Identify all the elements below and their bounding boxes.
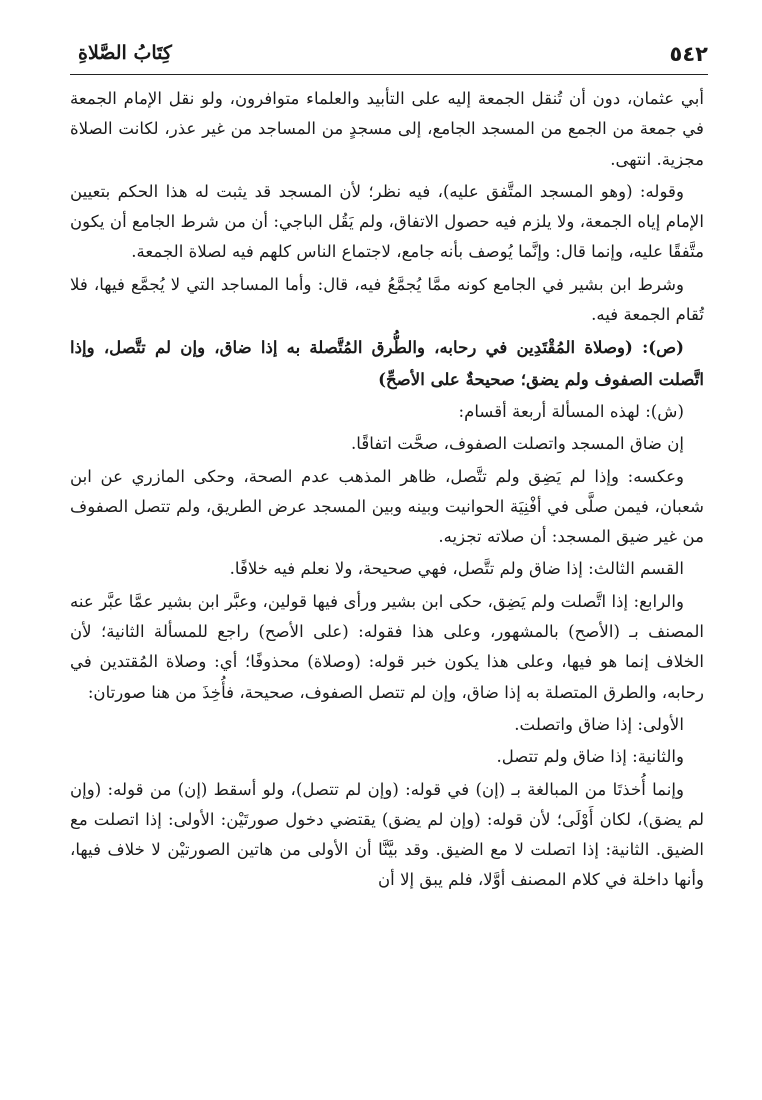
matn-paragraph <box>70 332 704 395</box>
paragraph-6: إن ضاق المسجد واتصلت الصفوف، صحَّت اتفاقًا. <box>351 434 684 454</box>
paragraph-3: وشرط ابن بشير في الجامع كونه ممَّا يُجمَّعُ فيه، قال: وأما المساجد التي لا يُجمَّع فيها، فلا تُقام الجمعة فيه. <box>70 274 704 325</box>
paragraph-11: والثانية: إذا ضاق ولم تتصل. <box>496 747 684 767</box>
matn-text: (ص): (وصلاة المُقْتَدِين في رحابه، والطُّرق المُتَّصلة به إذا ضاق، وإن لم تتَّصل، وإذا اتَّصلت الصفوف ولم يضق؛ صحيحةٌ على الأصحِّ) <box>70 337 704 389</box>
paragraph-9: والرابع: إذا اتَّصلت ولم يَضِق، حكى ابن بشير ورأى فيها قولين، وعبَّر ابن بشير عمَّا عبَّر عنه المصنف بـ (الأصح) بالمشهور، وعلى هذا فقوله: (على الأصح) راجع للمسألة الثانية؛ لأن الخلاف إنما هو فيها، وعلى هذا يكون خبر قوله: (وصلاة) محذوفًا؛ أي: وصلاة المُقتدين في رحابه، والطرق المتصلة به إذا ضاق، وإن لم تتصل الصفوف، صحيحة، فأُخِذَ من هنا صورتان: <box>70 591 704 702</box>
paragraph-7: وعكسه: وإذا لم يَضِق ولم تتَّصل، ظاهر المذهب عدم الصحة، وحكى المازري عن ابن شعبان، فيمن صلَّى في أفْنِيَة الحوانيت وبينه وبين المسجد عرض الطريق، ولم تتصل الصفوف من غير ضيق المسجد: أن صلاته تجزيه. <box>70 466 704 547</box>
chapter-title: كِتَابُ الصَّلاةِ <box>78 42 172 64</box>
running-header <box>78 38 708 72</box>
page-number: ٥٤٢ <box>669 42 708 66</box>
paragraph-5: (ش): لهذه المسألة أربعة أقسام: <box>458 401 684 421</box>
paragraph-1: أبي عثمان، دون أن تُنقل الجمعة إليه على التأبيد والعلماء متوافرون، ولو نقل الإمام الجمعة في جمعة من الجمع من المسجد الجامع، إلى مسجدٍ من المساجد من غير عذر، لكانت الصلاة مجزية. انتهى. <box>70 89 704 169</box>
paragraph-2: وقوله: (وهو المسجد المتَّفق عليه)، فيه نظر؛ لأن المسجد قد يثبت له هذا الحكم بتعيين الإمام إياه الجمعة، ولا يلزم فيه حصول الاتفاق، ولم يَقُل الباجي: أن من شرط الجامع أن يكون متَّفقًا عليه، وإنما قال: وإنَّما يُوصف بأنه جامع، لاجتماع الناس كلهم فيه لصلاة الجمعة. <box>70 181 704 262</box>
header-rule <box>70 74 708 75</box>
paragraph-8: القسم الثالث: إذا ضاق ولم تتَّصل، فهي صحيحة، ولا نعلم فيه خلافًا. <box>229 559 684 579</box>
paragraph-12: وإنما أُخذتَا من المبالغة بـ (إن) في قوله: (وإن لم تتصل)، ولو أسقط (إن) من قوله: (وإن لم يضق)، لكان أَوْلَى؛ لأن قوله: (وإن لم يضق) يقتضي دخول صورتَيْن: الأولى: إذا اتصلت مع الضيق. الثانية: إذا اتصلت لا مع الضيق. وقد بيَّنَّا أن الأولى من هاتين الصورتيْن لا خلاف فيها، وأنها داخلة في كلام المصنف أوَّلا، فلم يبق إلا أن <box>70 779 704 890</box>
page-body <box>70 84 704 898</box>
paragraph-10: الأولى: إذا ضاق واتصلت. <box>514 714 684 734</box>
